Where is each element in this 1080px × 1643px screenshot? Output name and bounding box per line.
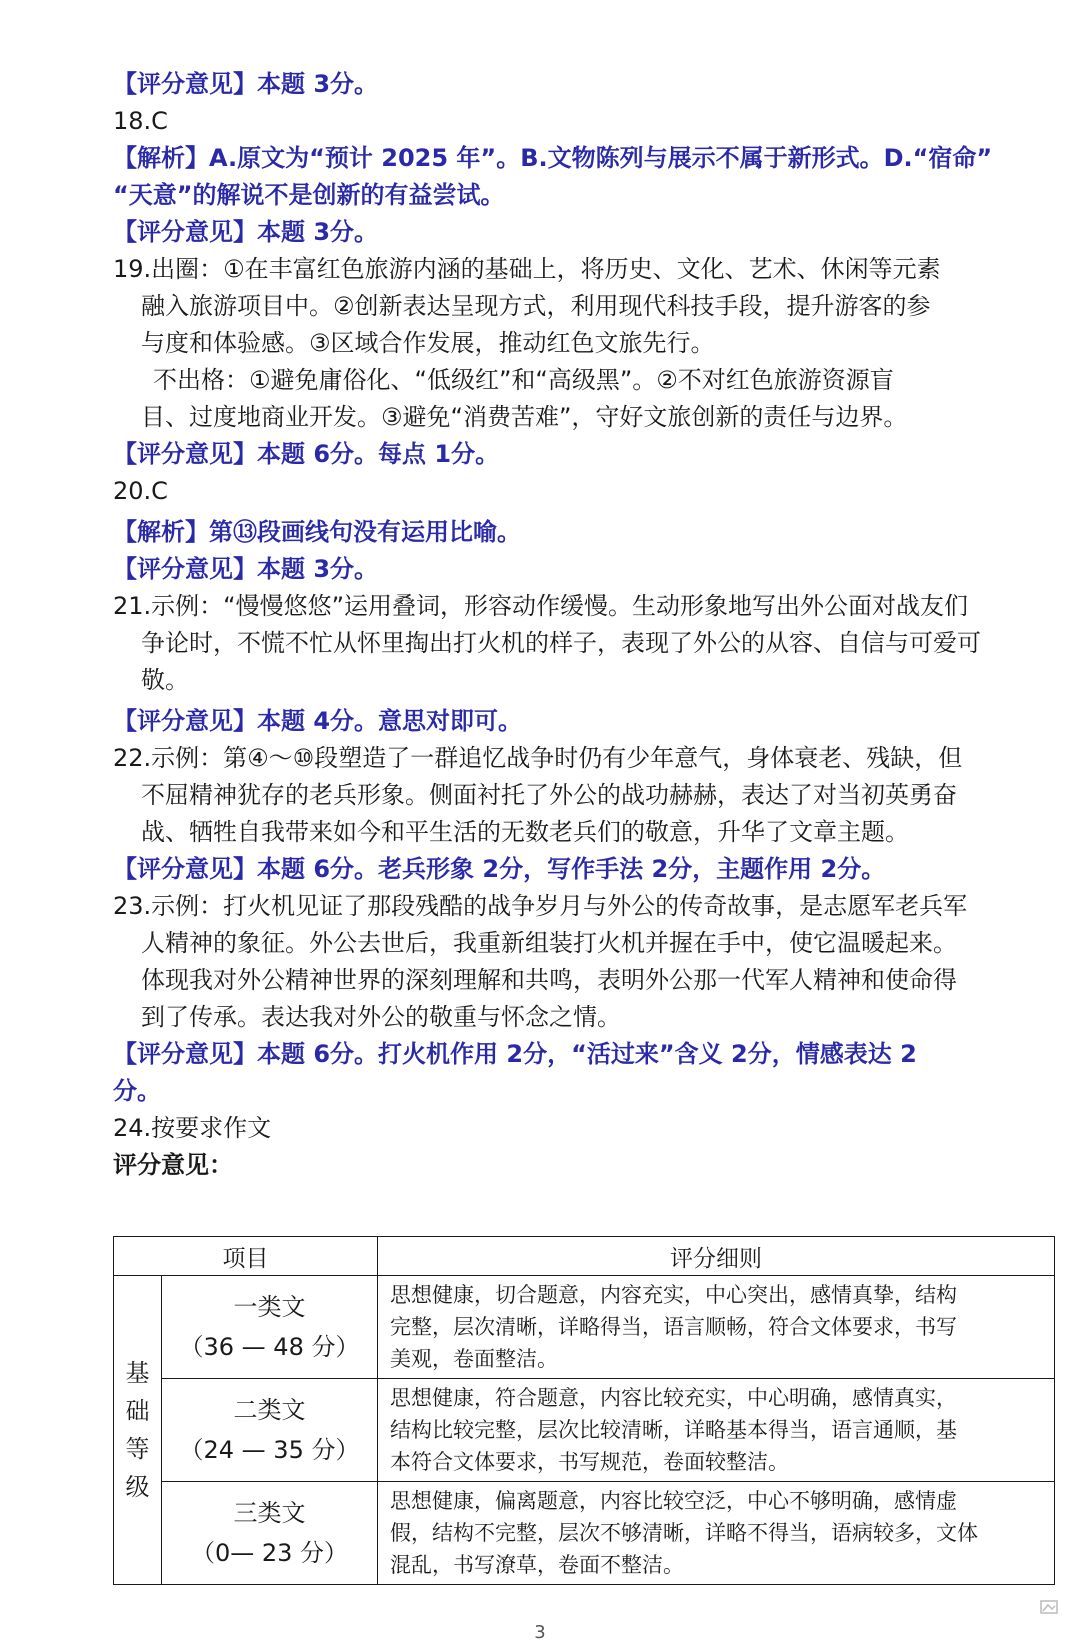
- corner-mark-icon: [1040, 1600, 1058, 1614]
- category-name: 一类文: [233, 1293, 306, 1321]
- category-cell: [162, 1379, 378, 1482]
- group-char: 基: [125, 1359, 150, 1387]
- line-2: 【解析】A.原文为“预计 2025 年”。B.文物陈列与展示不属于新形式。D.“宿命”: [113, 144, 993, 172]
- line-21: 【评分意见】本题 6分。老兵形象 2分，写作手法 2分，主题作用 2分。: [113, 855, 886, 883]
- line-24: 体现我对外公精神世界的深刻理解和共鸣，表明外公那一代军人精神和使命得: [141, 966, 957, 994]
- line-26: 【评分意见】本题 6分。打火机作用 2分，“活过来”含义 2分，情感表达 2: [113, 1040, 917, 1068]
- line-7: 与度和体验感。③区域合作发展，推动红色文旅先行。: [141, 329, 715, 357]
- rule-line: 美观，卷面整洁。: [390, 1347, 558, 1371]
- line-5: 19.出圈：①在丰富红色旅游内涵的基础上，将历史、文化、艺术、休闲等元素: [113, 255, 941, 283]
- category-range: （36 — 48 分）: [179, 1333, 360, 1361]
- rule-line: 思想健康，切合题意，内容充实，中心突出，感情真挚，结构: [390, 1283, 957, 1307]
- line-3: “天意”的解说不是创新的有益尝试。: [113, 181, 505, 209]
- answer-content: [113, 66, 1053, 1183]
- line-13: 【评分意见】本题 3分。: [113, 555, 379, 583]
- category-range: （24 — 35 分）: [179, 1436, 360, 1464]
- header-item: 项目: [114, 1237, 378, 1276]
- rule-cell: [378, 1482, 1055, 1585]
- table-row: [114, 1379, 1055, 1482]
- line-14: 21.示例：“慢慢悠悠”运用叠词，形容动作缓慢。生动形象地写出外公面对战友们: [113, 592, 969, 620]
- line-10: 【评分意见】本题 6分。每点 1分。: [113, 440, 500, 468]
- line-17: 【评分意见】本题 4分。意思对即可。: [113, 707, 523, 735]
- line-22: 23.示例：打火机见证了那段残酷的战争岁月与外公的传奇故事，是志愿军老兵军: [113, 892, 968, 920]
- rule-cell: [378, 1379, 1055, 1482]
- line-8: 不出格：①避免庸俗化、“低级红”和“高级黑”。②不对红色旅游资源盲: [153, 366, 894, 394]
- line-20: 战、牺牲自我带来如今和平生活的无数老兵们的敬意，升华了文章主题。: [141, 818, 909, 846]
- page-number: 3: [534, 1622, 546, 1643]
- group-char: 等: [125, 1435, 150, 1463]
- header-rule: 评分细则: [378, 1237, 1055, 1276]
- rule-line: 完整，层次清晰，详略得当，语言顺畅，符合文体要求，书写: [390, 1315, 957, 1339]
- line-25: 到了传承。表达我对外公的敬重与怀念之情。: [141, 1003, 621, 1031]
- rule-line: 假，结构不完整，层次不够清晰，详略不得当，语病较多，文体: [390, 1521, 978, 1545]
- rule-line: 混乱，书写潦草，卷面不整洁。: [390, 1553, 684, 1577]
- category-name: 二类文: [233, 1396, 306, 1424]
- group-char: 础: [125, 1397, 150, 1425]
- line-29: 评分意见：: [113, 1151, 233, 1179]
- line-6: 融入旅游项目中。②创新表达呈现方式，利用现代科技手段，提升游客的参: [141, 292, 931, 320]
- line-19: 不屈精神犹存的老兵形象。侧面衬托了外公的战功赫赫，表达了对当初英勇奋: [141, 781, 957, 809]
- group-label: [114, 1276, 162, 1585]
- line-16: 敬。: [141, 666, 189, 694]
- line-18: 22.示例：第④～⑩段塑造了一群追忆战争时仍有少年意气，身体衰老、残缺，但: [113, 744, 963, 772]
- grading-table: [113, 1236, 1055, 1585]
- rule-line: 结构比较完整，层次比较清晰，详略基本得当，语言通顺，基: [390, 1418, 957, 1442]
- category-range: （0— 23 分）: [190, 1539, 349, 1567]
- line-9: 目、过度地商业开发。③避免“消费苦难”，守好文旅创新的责任与边界。: [141, 403, 908, 431]
- line-23: 人精神的象征。外公去世后，我重新组装打火机并握在手中，使它温暖起来。: [141, 929, 957, 957]
- rule-line: 本符合文体要求，书写规范，卷面较整洁。: [390, 1450, 789, 1474]
- rule-cell: [378, 1276, 1055, 1379]
- category-name: 三类文: [233, 1499, 306, 1527]
- line-11: 20.C: [113, 477, 168, 505]
- line-28: 24.按要求作文: [113, 1114, 272, 1142]
- line-0: 【评分意见】本题 3分。: [113, 70, 379, 98]
- rule-line: 思想健康，偏离题意，内容比较空泛，中心不够明确，感情虚: [390, 1489, 957, 1513]
- table-row: [114, 1482, 1055, 1585]
- table-header-row: [114, 1237, 1055, 1276]
- table-row: [114, 1276, 1055, 1379]
- group-char: 级: [125, 1473, 150, 1501]
- line-1: 18.C: [113, 107, 168, 135]
- rule-line: 思想健康，符合题意，内容比较充实，中心明确，感情真实，: [390, 1386, 957, 1410]
- category-cell: [162, 1276, 378, 1379]
- line-15: 争论时，不慌不忙从怀里掏出打火机的样子，表现了外公的从容、自信与可爱可: [141, 629, 981, 657]
- category-cell: [162, 1482, 378, 1585]
- line-12: 【解析】第⑬段画线句没有运用比喻。: [113, 518, 521, 546]
- line-27: 分。: [113, 1077, 161, 1105]
- line-4: 【评分意见】本题 3分。: [113, 218, 379, 246]
